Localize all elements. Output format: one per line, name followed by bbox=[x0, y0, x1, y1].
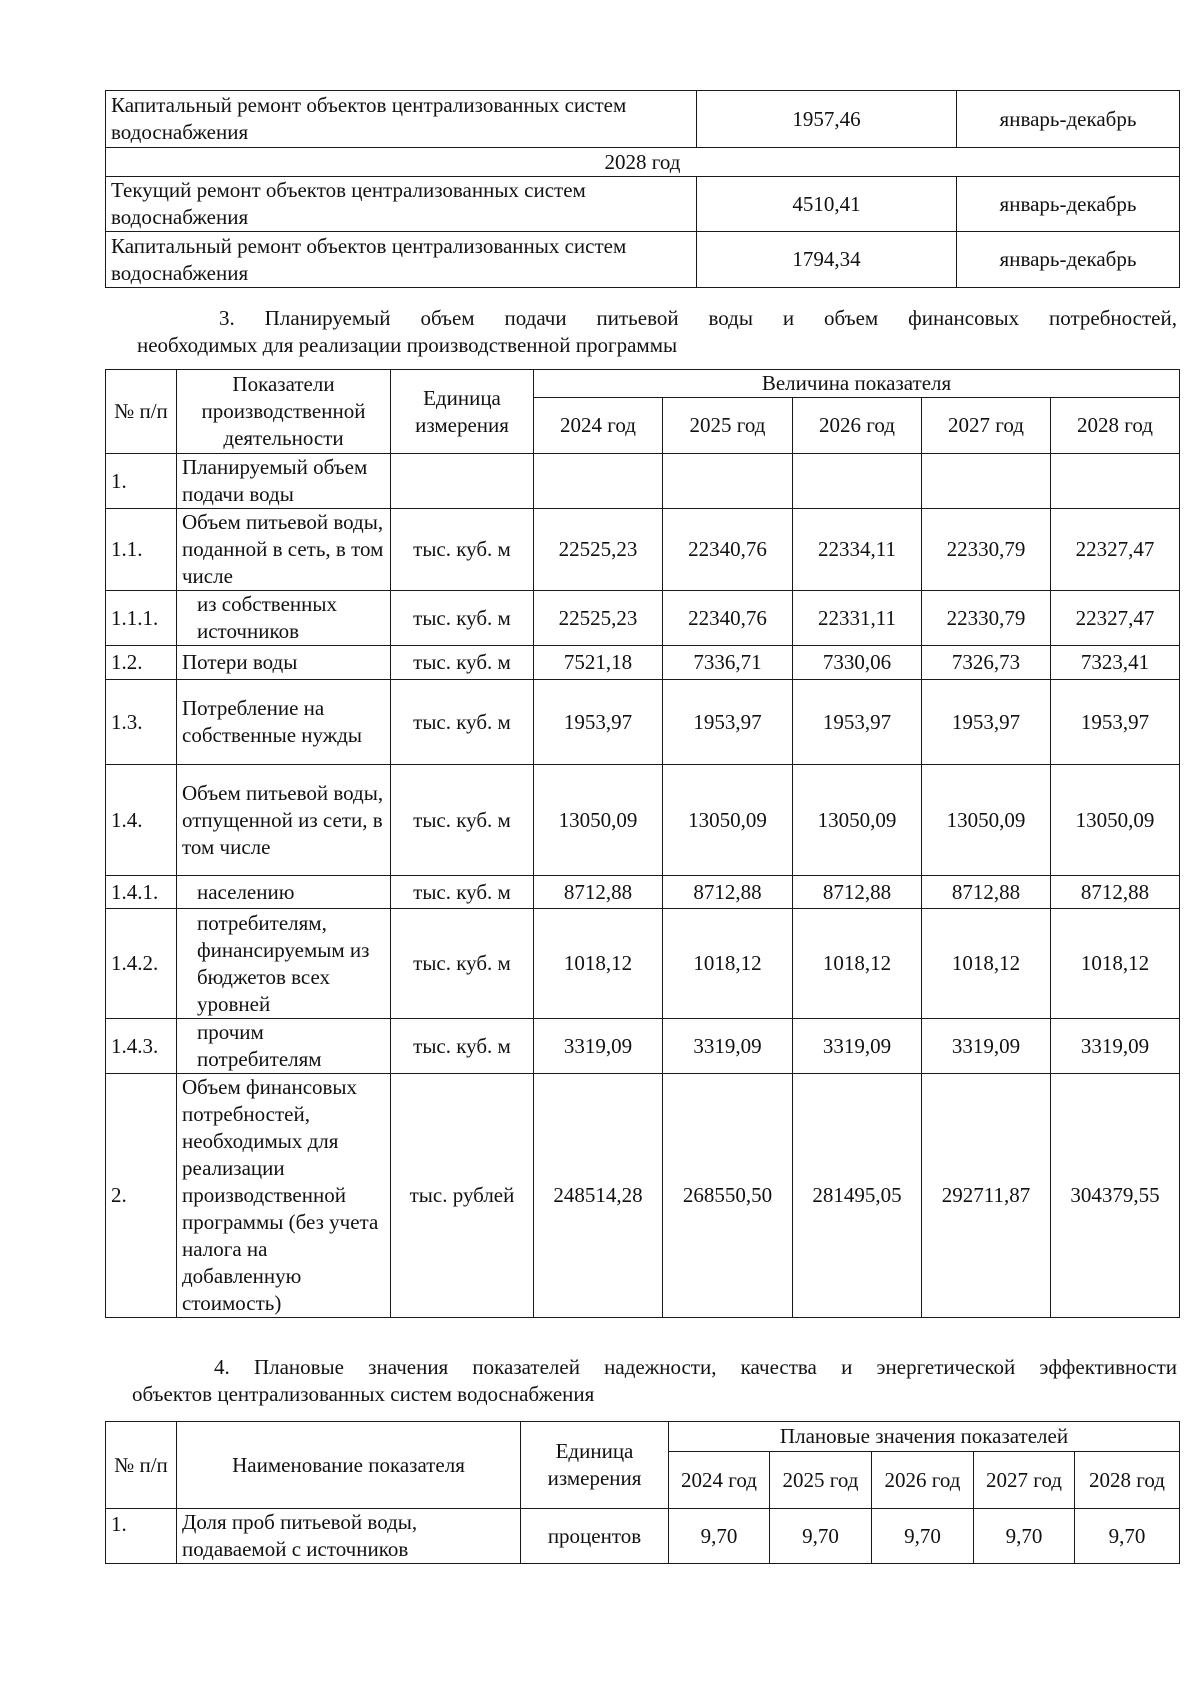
row-num: 1.4.2. bbox=[106, 909, 177, 1019]
row-indicator: Объем питьевой воды, отпущенной из сети, в том числе bbox=[177, 765, 391, 876]
row-value bbox=[663, 454, 793, 509]
header-year: 2028 год bbox=[1051, 398, 1180, 454]
table-row bbox=[106, 1019, 1180, 1074]
row-indicator: прочим потребителям bbox=[177, 1019, 391, 1074]
row-num: 1. bbox=[106, 1509, 177, 1564]
repair-table bbox=[105, 90, 1180, 288]
row-value: 1018,12 bbox=[793, 909, 922, 1019]
row-value: 13050,09 bbox=[663, 765, 793, 876]
row-value: 22525,23 bbox=[534, 591, 663, 646]
period-cell: январь-декабрь bbox=[957, 177, 1180, 232]
row-value: 7326,73 bbox=[922, 646, 1051, 680]
row-num: 1.3. bbox=[106, 680, 177, 765]
row-value: 1953,97 bbox=[663, 680, 793, 765]
row-value: 13050,09 bbox=[1051, 765, 1180, 876]
table-row bbox=[106, 1509, 1180, 1564]
row-value: 22327,47 bbox=[1051, 591, 1180, 646]
header-year: 2024 год bbox=[669, 1452, 770, 1509]
row-value: 22334,11 bbox=[793, 509, 922, 591]
row-num: 2. bbox=[106, 1074, 177, 1318]
row-value: 22340,76 bbox=[663, 591, 793, 646]
row-value: 7330,06 bbox=[793, 646, 922, 680]
row-indicator: Доля проб питьевой воды, подаваемой с источников bbox=[177, 1509, 521, 1564]
row-value bbox=[793, 454, 922, 509]
quality-table bbox=[105, 1421, 1180, 1564]
row-indicator: Планируемый объем подачи воды bbox=[177, 454, 391, 509]
row-value: 1018,12 bbox=[663, 909, 793, 1019]
row-value: 7521,18 bbox=[534, 646, 663, 680]
work-name: Капитальный ремонт объектов централизованных систем водоснабжения bbox=[106, 232, 697, 288]
row-value: 268550,50 bbox=[663, 1074, 793, 1318]
header-unit: Единица измерения bbox=[521, 1422, 669, 1509]
header-year: 2025 год bbox=[663, 398, 793, 454]
header-value-group: Величина показателя bbox=[534, 370, 1180, 398]
row-value: 304379,55 bbox=[1051, 1074, 1180, 1318]
section-3-heading-line1: 3. Планируемый объем подачи питьевой воды и объем финансовых потребностей, bbox=[219, 306, 1177, 330]
row-num: 1. bbox=[106, 454, 177, 509]
header-num: № п/п bbox=[106, 370, 177, 454]
row-value: 8712,88 bbox=[1051, 876, 1180, 909]
table-row bbox=[106, 1074, 1180, 1318]
header-year: 2026 год bbox=[872, 1452, 974, 1509]
header-row bbox=[106, 370, 1180, 398]
row-indicator: из собственных источников bbox=[177, 591, 391, 646]
section-3-heading-line2: необходимых для реализации производственной программы bbox=[137, 333, 678, 357]
row-value: 248514,28 bbox=[534, 1074, 663, 1318]
row-value: 22340,76 bbox=[663, 509, 793, 591]
table-row bbox=[106, 454, 1180, 509]
row-value: 7323,41 bbox=[1051, 646, 1180, 680]
table-row bbox=[106, 765, 1180, 876]
row-value: 9,70 bbox=[770, 1509, 872, 1564]
work-name: Капитальный ремонт объектов централизованных систем водоснабжения bbox=[106, 91, 697, 148]
row-unit: тыс. куб. м bbox=[391, 680, 534, 765]
amount-cell: 1794,34 bbox=[697, 232, 957, 288]
row-value: 3319,09 bbox=[922, 1019, 1051, 1074]
row-unit: тыс. куб. м bbox=[391, 646, 534, 680]
row-value: 9,70 bbox=[1075, 1509, 1180, 1564]
row-value bbox=[1051, 454, 1180, 509]
row-value: 22327,47 bbox=[1051, 509, 1180, 591]
row-num: 1.4.1. bbox=[106, 876, 177, 909]
header-indicator: Показатели производственной деятельности bbox=[177, 370, 391, 454]
amount-cell: 4510,41 bbox=[697, 177, 957, 232]
period-cell: январь-декабрь bbox=[957, 232, 1180, 288]
period-cell: январь-декабрь bbox=[957, 91, 1180, 148]
section-4-heading-line1: 4. Плановые значения показателей надежности, качества и энергетической эффективности bbox=[214, 1355, 1177, 1379]
row-unit bbox=[391, 454, 534, 509]
table-row bbox=[106, 909, 1180, 1019]
row-value: 281495,05 bbox=[793, 1074, 922, 1318]
supply-table-body bbox=[106, 454, 1180, 1318]
table-row bbox=[106, 646, 1180, 680]
table-row bbox=[106, 591, 1180, 646]
header-num: № п/п bbox=[106, 1422, 177, 1509]
header-year: 2027 год bbox=[974, 1452, 1075, 1509]
header-year: 2026 год bbox=[793, 398, 922, 454]
row-value: 22331,11 bbox=[793, 591, 922, 646]
row-unit: тыс. куб. м bbox=[391, 765, 534, 876]
table-row bbox=[106, 680, 1180, 765]
row-value: 3319,09 bbox=[793, 1019, 922, 1074]
row-value bbox=[922, 454, 1051, 509]
row-value: 1018,12 bbox=[1051, 909, 1180, 1019]
row-num: 1.4. bbox=[106, 765, 177, 876]
row-num: 1.1. bbox=[106, 509, 177, 591]
row-indicator: Потери воды bbox=[177, 646, 391, 680]
amount-cell: 1957,46 bbox=[697, 91, 957, 148]
row-unit: тыс. куб. м bbox=[391, 591, 534, 646]
row-value: 3319,09 bbox=[663, 1019, 793, 1074]
row-value: 1953,97 bbox=[1051, 680, 1180, 765]
section-4-heading bbox=[132, 1354, 1177, 1408]
section-3-heading bbox=[137, 305, 1177, 359]
row-unit: тыс. куб. м bbox=[391, 909, 534, 1019]
row-value: 22330,79 bbox=[922, 591, 1051, 646]
row-unit: тыс. рублей bbox=[391, 1074, 534, 1318]
table-row bbox=[106, 509, 1180, 591]
section-4-heading-line2: объектов централизованных систем водоснабжения bbox=[132, 1382, 595, 1406]
year-label: 2028 год bbox=[106, 148, 1180, 177]
header-indicator: Наименование показателя bbox=[177, 1422, 521, 1509]
row-value: 13050,09 bbox=[922, 765, 1051, 876]
table-row bbox=[106, 177, 1180, 232]
table-row bbox=[106, 91, 1180, 148]
row-indicator: Потребление на собственные нужды bbox=[177, 680, 391, 765]
header-unit: Единица измерения bbox=[391, 370, 534, 454]
row-value: 7336,71 bbox=[663, 646, 793, 680]
row-num: 1.4.3. bbox=[106, 1019, 177, 1074]
header-year: 2025 год bbox=[770, 1452, 872, 1509]
row-indicator: Объем финансовых потребностей, необходимых для реализации производственной программы (без учета налога на добавленную стоимость) bbox=[177, 1074, 391, 1318]
header-year: 2024 год bbox=[534, 398, 663, 454]
row-value: 1018,12 bbox=[534, 909, 663, 1019]
row-value: 8712,88 bbox=[534, 876, 663, 909]
row-indicator: населению bbox=[177, 876, 391, 909]
row-unit: процентов bbox=[521, 1509, 669, 1564]
row-indicator: Объем питьевой воды, поданной в сеть, в том числе bbox=[177, 509, 391, 591]
row-value: 292711,87 bbox=[922, 1074, 1051, 1318]
header-row bbox=[106, 1422, 1180, 1452]
row-num: 1.2. bbox=[106, 646, 177, 680]
year-row bbox=[106, 148, 1180, 177]
supply-table bbox=[105, 369, 1180, 1318]
table-row bbox=[106, 232, 1180, 288]
row-value: 3319,09 bbox=[1051, 1019, 1180, 1074]
row-value: 9,70 bbox=[669, 1509, 770, 1564]
row-value bbox=[534, 454, 663, 509]
row-unit: тыс. куб. м bbox=[391, 1019, 534, 1074]
row-num: 1.1.1. bbox=[106, 591, 177, 646]
row-value: 1953,97 bbox=[534, 680, 663, 765]
table-row bbox=[106, 876, 1180, 909]
header-year: 2027 год bbox=[922, 398, 1051, 454]
row-value: 3319,09 bbox=[534, 1019, 663, 1074]
row-value: 9,70 bbox=[872, 1509, 974, 1564]
header-value-group: Плановые значения показателей bbox=[669, 1422, 1180, 1452]
row-value: 13050,09 bbox=[534, 765, 663, 876]
row-value: 13050,09 bbox=[793, 765, 922, 876]
row-value: 22525,23 bbox=[534, 509, 663, 591]
row-value: 1953,97 bbox=[793, 680, 922, 765]
row-unit: тыс. куб. м bbox=[391, 876, 534, 909]
header-year: 2028 год bbox=[1075, 1452, 1180, 1509]
row-value: 22330,79 bbox=[922, 509, 1051, 591]
row-value: 8712,88 bbox=[663, 876, 793, 909]
row-value: 8712,88 bbox=[922, 876, 1051, 909]
row-unit: тыс. куб. м bbox=[391, 509, 534, 591]
row-indicator: потребителям, финансируемым из бюджетов всех уровней bbox=[177, 909, 391, 1019]
row-value: 1018,12 bbox=[922, 909, 1051, 1019]
row-value: 1953,97 bbox=[922, 680, 1051, 765]
work-name: Текущий ремонт объектов централизованных систем водоснабжения bbox=[106, 177, 697, 232]
row-value: 8712,88 bbox=[793, 876, 922, 909]
row-value: 9,70 bbox=[974, 1509, 1075, 1564]
